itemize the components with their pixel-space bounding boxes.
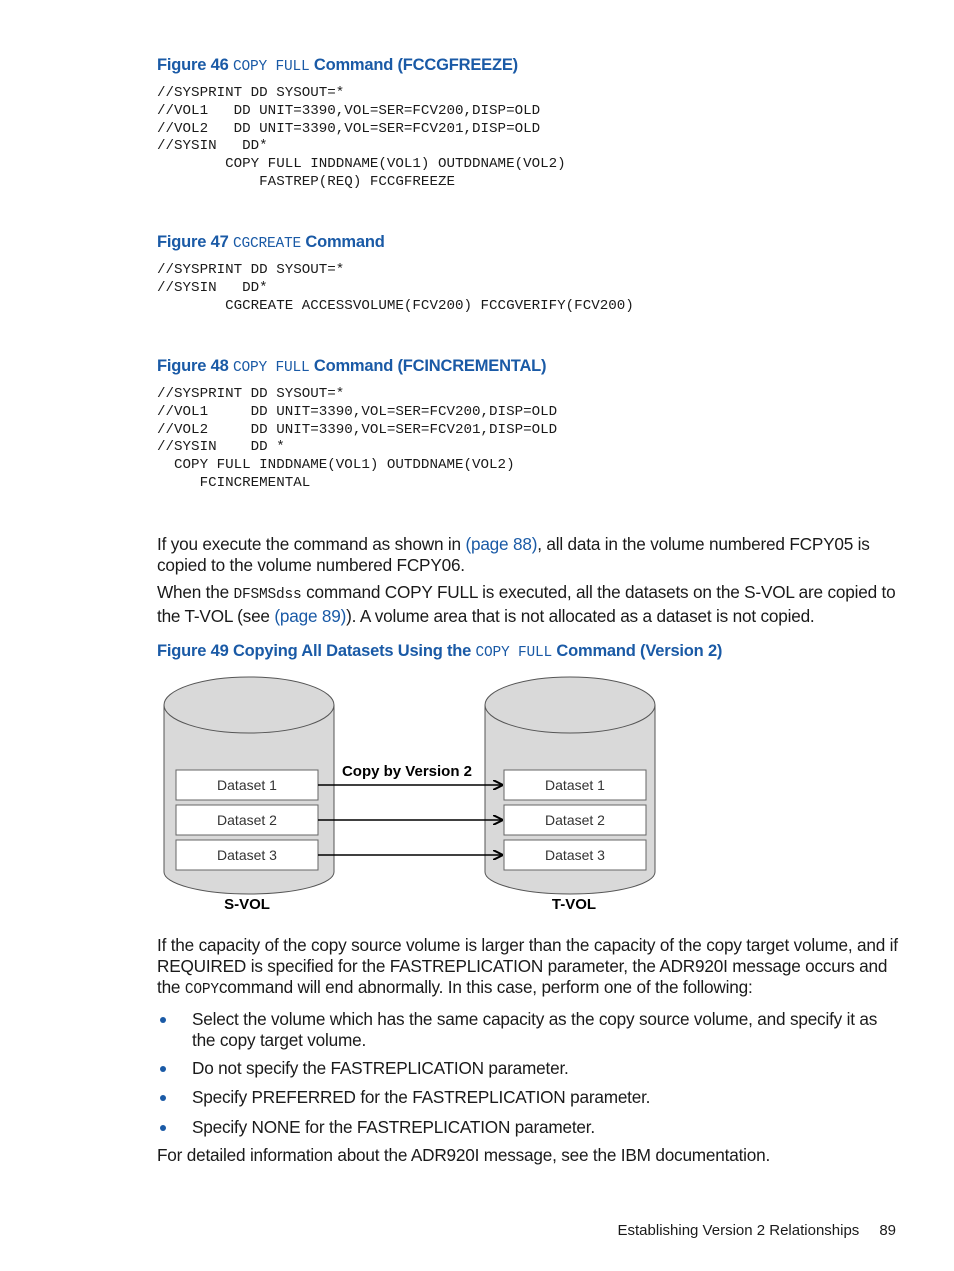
bullet-icon <box>160 1125 166 1131</box>
page-footer <box>618 1222 897 1239</box>
figure-46-title: Figure 46 COPY FULL Command (FCCGFREEZE) <box>157 56 518 75</box>
page-number: 89 <box>879 1222 896 1239</box>
bullet-icon <box>160 1066 166 1072</box>
figure-47-title: Figure 47 CGCREATE Command <box>157 233 385 252</box>
bullet-icon <box>160 1095 166 1101</box>
figure-48-code: //SYSPRINT DD SYSOUT=* //VOL1 DD UNIT=3390,VOL=SER=FCV200,DISP=OLD //VOL2 DD UNIT=3390,VOL=SER=FCV201,DISP=OLD //SYSIN DD * COPY FULL INDDNAME(VOL1) OUTDDNAME(VOL2) FCINCREMENTAL <box>157 386 558 491</box>
t-vol-label: T-VOL <box>551 896 597 913</box>
paragraph-execute: If you execute the command as shown in (page 88), all data in the volume numbered FCPY05 is copied to the volume numbered FCPY06. <box>157 534 870 575</box>
source-dataset-3 <box>176 840 318 870</box>
source-dataset-2 <box>176 805 318 835</box>
copy-diagram <box>157 672 667 916</box>
figure-46-code: //SYSPRINT DD SYSOUT=* //VOL1 DD UNIT=3390,VOL=SER=FCV200,DISP=OLD //VOL2 DD UNIT=3390,VOL=SER=FCV201,DISP=OLD //SYSIN DD* COPY FULL INDDNAME(VOL1) OUTDDNAME(VOL2) FASTREP(REQ) FCCGFREEZE <box>157 85 566 190</box>
page-89-link[interactable]: (page 89) <box>274 606 347 626</box>
source-dataset-1 <box>176 770 318 800</box>
source-dataset-1-label: Dataset 1 <box>217 777 277 793</box>
figure-49-title: Figure 49 Copying All Datasets Using the COPY FULL Command (Version 2) <box>157 642 723 661</box>
source-dataset-2-label: Dataset 2 <box>217 812 277 828</box>
s-vol-label: S-VOL <box>224 896 270 913</box>
target-dataset-2-label: Dataset 2 <box>545 812 605 828</box>
source-dataset-3-label: Dataset 3 <box>217 847 277 863</box>
copy-by-version-2-label: Copy by Version 2 <box>341 763 473 780</box>
paragraph-capacity: If the capacity of the copy source volume is larger than the capacity of the copy target volume, and if REQUIRED is specified for the FASTREPLICATION parameter, the ADR920I message occurs and the COPYcommand will end abnormally. In this case, perform one of the following: <box>157 935 898 998</box>
paragraph-ibm-docs: For detailed information about the ADR920I message, see the IBM documentation. <box>157 1145 771 1165</box>
footer-section-title: Establishing Version 2 Relationships <box>617 1222 860 1239</box>
bullet-icon <box>160 1017 166 1023</box>
target-dataset-1 <box>504 770 646 800</box>
target-dataset-3 <box>504 840 646 870</box>
figure-47-code: //SYSPRINT DD SYSOUT=* //SYSIN DD* CGCREATE ACCESSVOLUME(FCV200) FCCGVERIFY(FCV200) <box>157 262 634 314</box>
figure-48-title: Figure 48 COPY FULL Command (FCINCREMENTAL) <box>157 357 547 376</box>
page-88-link[interactable]: (page 88) <box>465 534 538 554</box>
target-dataset-3-label: Dataset 3 <box>545 847 605 863</box>
paragraph-copy-full: When the DFSMSdss command COPY FULL is executed, all the datasets on the S-VOL are copied to the T-VOL (see (page 89)). A volume area that is not allocated as a dataset is not copied. <box>157 582 896 626</box>
target-dataset-2 <box>504 805 646 835</box>
target-dataset-1-label: Dataset 1 <box>545 777 605 793</box>
